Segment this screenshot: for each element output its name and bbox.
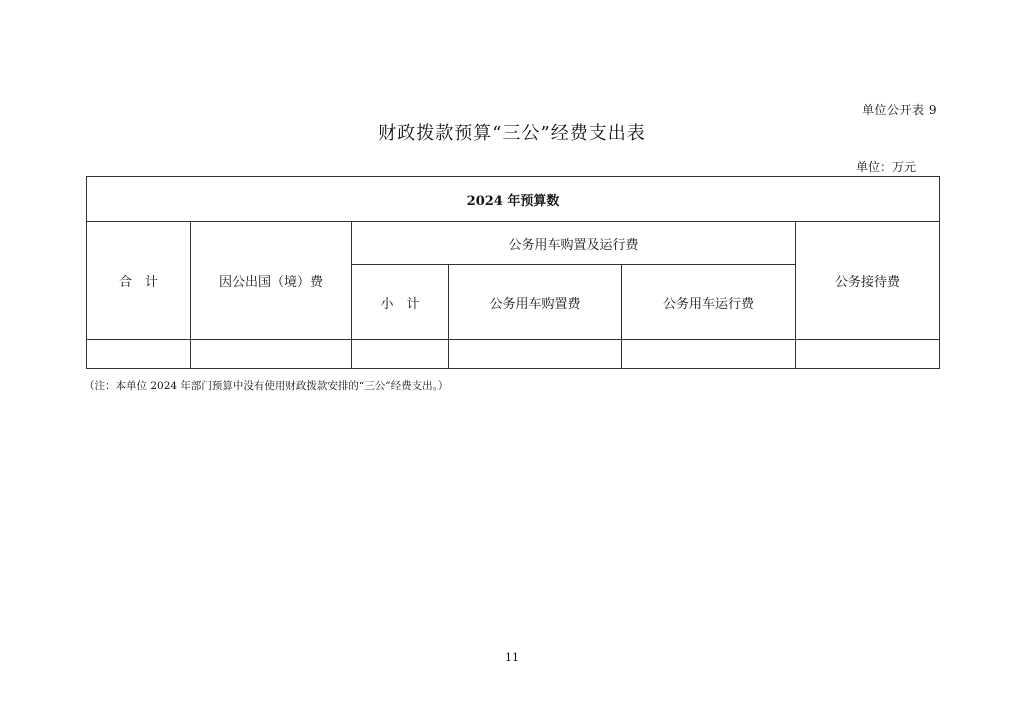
value-cell — [191, 340, 352, 369]
value-cell — [622, 340, 796, 369]
header-reception: 公务接待费 — [796, 222, 940, 340]
budget-table — [86, 176, 940, 369]
form-number: 单位公开表 9 — [862, 103, 937, 117]
table-note: （注：本单位 2024 年部门预算中没有使用财政拨款安排的“三公”经费支出。） — [84, 380, 449, 392]
page-number: 11 — [505, 651, 519, 664]
value-cell — [449, 340, 622, 369]
header-vehicle-group: 公务用车购置及运行费 — [352, 222, 796, 265]
table-row — [87, 177, 940, 222]
value-cell — [87, 340, 191, 369]
value-cell — [352, 340, 449, 369]
page-title: 财政拨款预算“三公”经费支出表 — [378, 123, 646, 144]
header-abroad: 因公出国（境）费 — [191, 222, 352, 340]
table-row — [87, 222, 940, 265]
value-cell — [796, 340, 940, 369]
header-vehicle-purchase: 公务用车购置费 — [449, 265, 622, 340]
header-vehicle-operation: 公务用车运行费 — [622, 265, 796, 340]
header-total: 合 计 — [87, 222, 191, 340]
table-row — [87, 340, 940, 369]
header-vehicle-subtotal: 小 计 — [352, 265, 449, 340]
unit-label: 单位：万元 — [855, 160, 916, 174]
year-header: 2024 年预算数 — [87, 177, 940, 222]
